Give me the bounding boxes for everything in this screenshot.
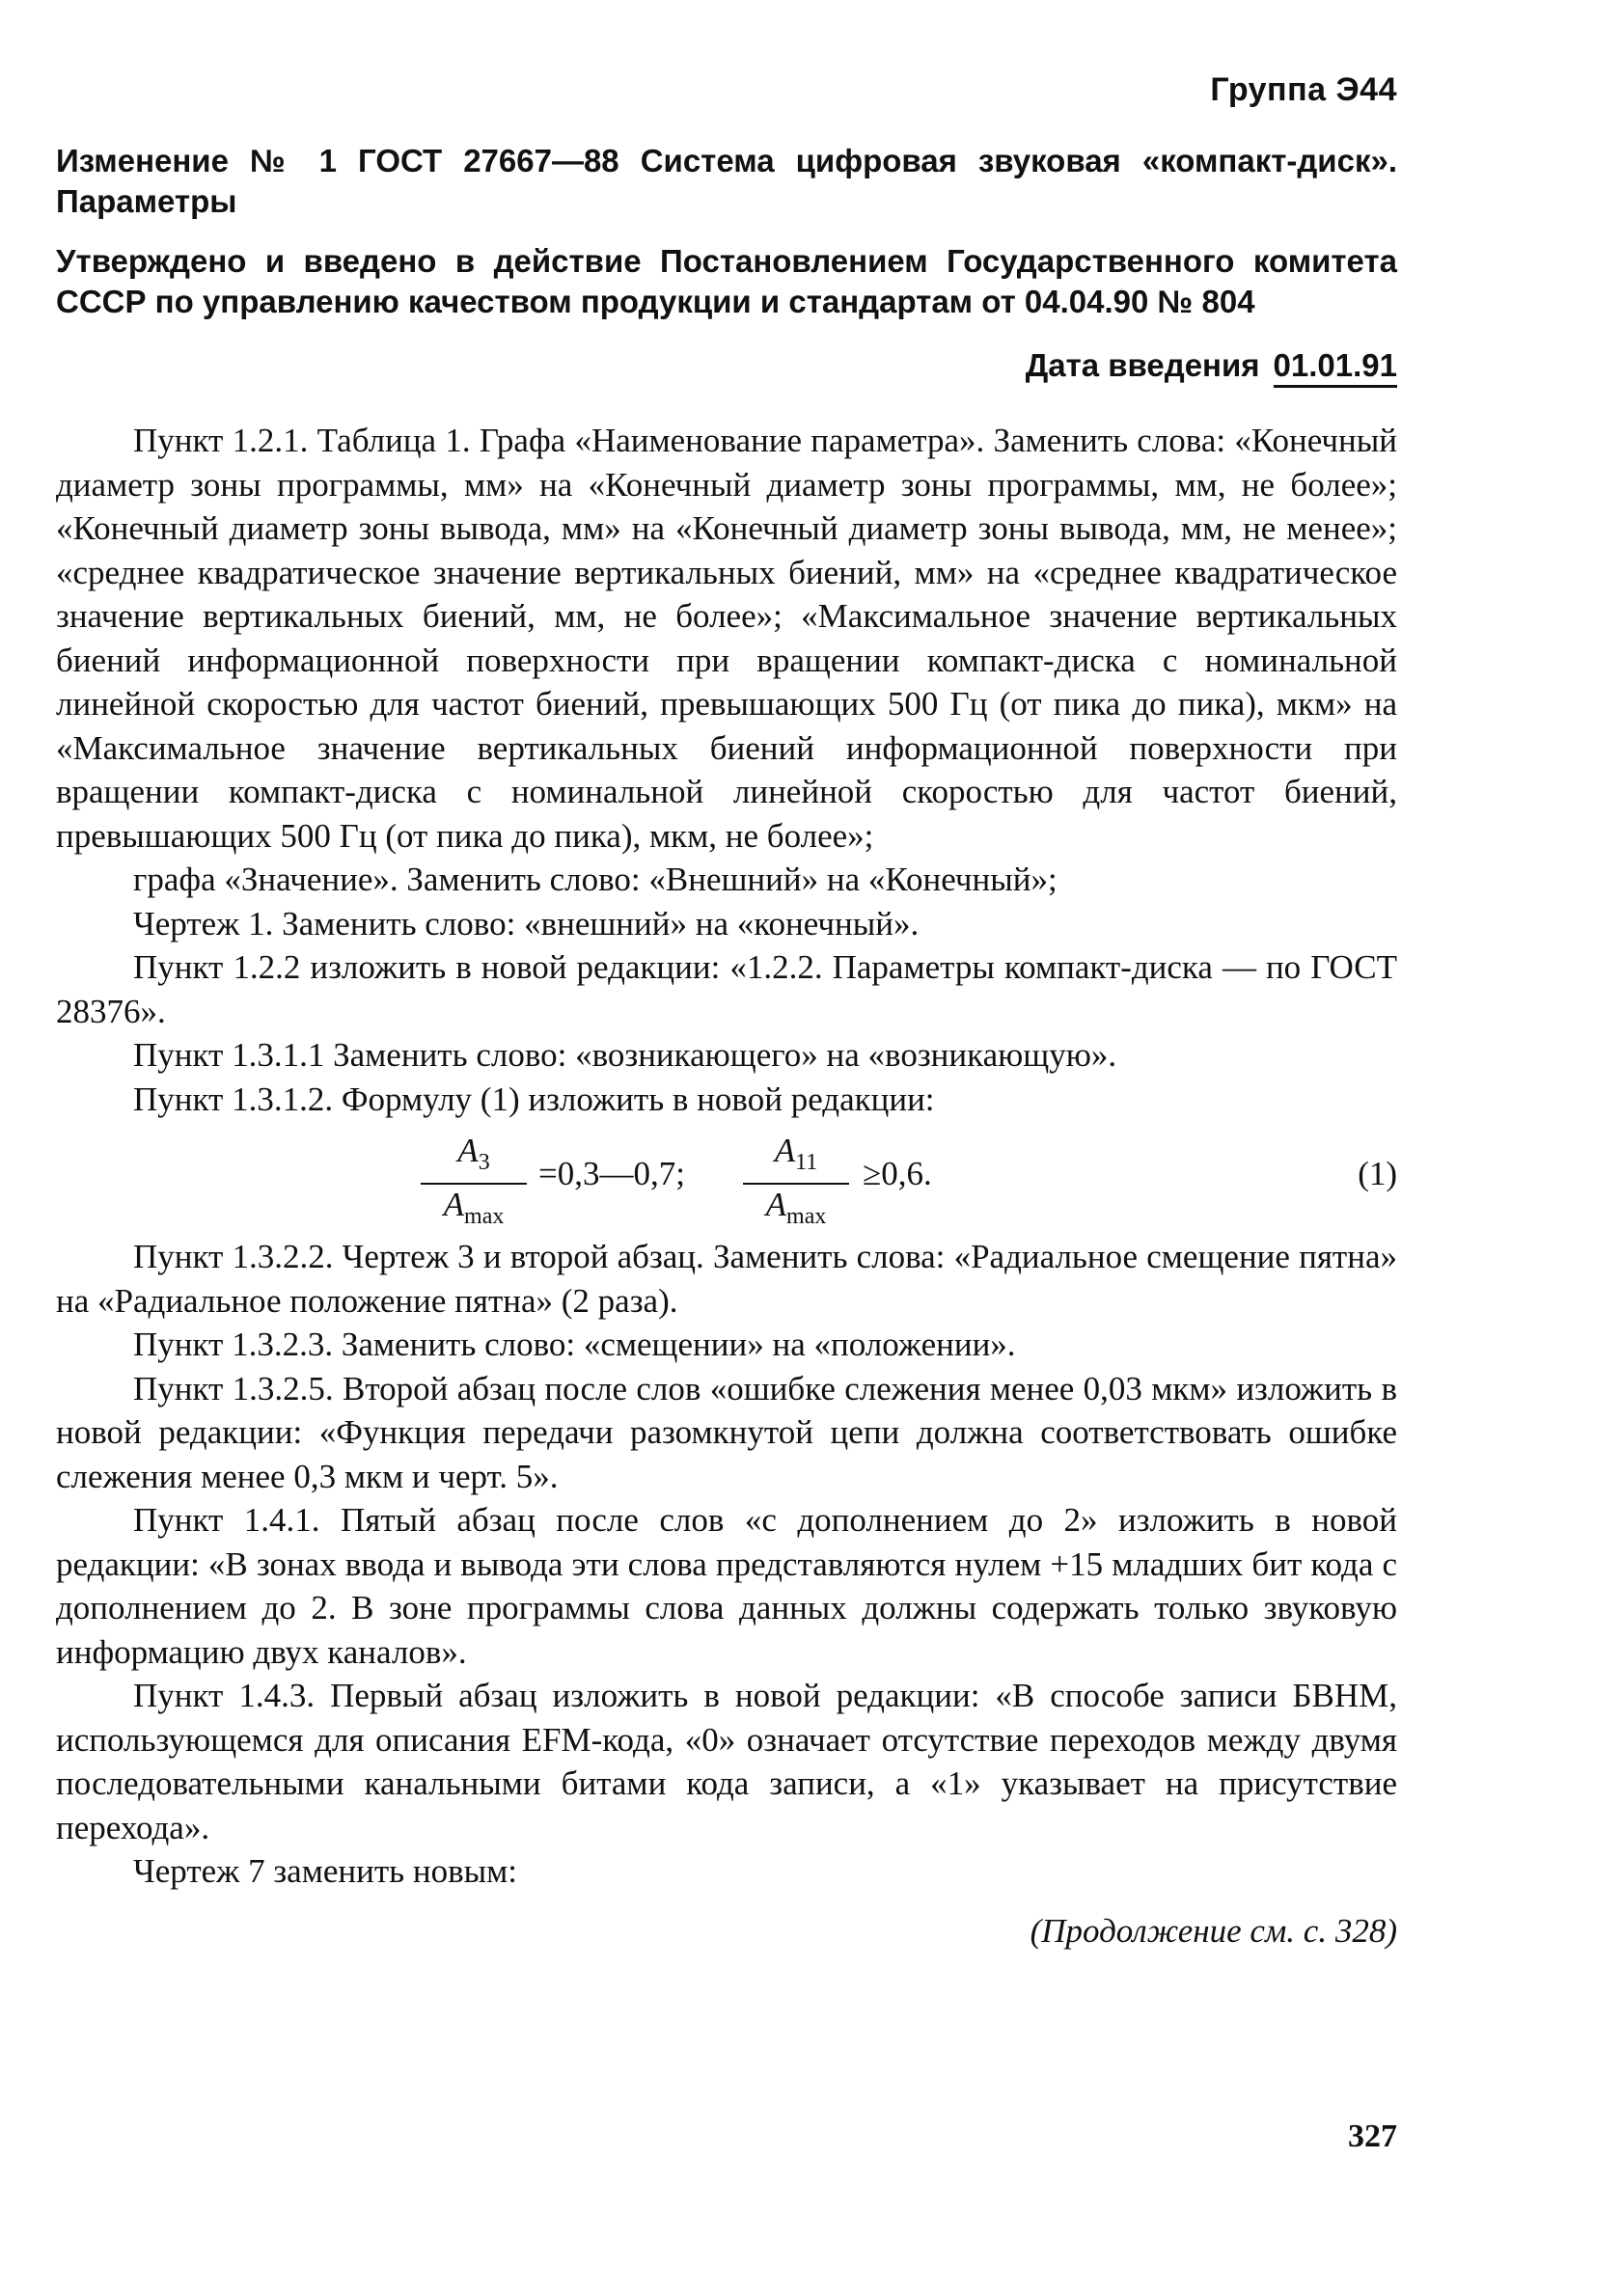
page-number: 327 xyxy=(1348,2118,1397,2154)
document-body xyxy=(56,419,1397,1894)
paragraph: Пункт 1.4.3. Первый абзац изложить в новой редакции: «В способе записи БВНМ, использующемся для описания EFM-кода, «0» означает отсутствие переходов между двумя последовательными канальными битами кода записи, а «1» указывает на присутствие перехода». xyxy=(56,1677,1397,1846)
paragraph: Пункт 1.2.1. Таблица 1. Графа «Наименование параметра». Заменить слова: «Конечный диаметр зоны программы, мм» на «Конечный диаметр зоны программы, мм, не более»; «Конечный диаметр зоны вывода, мм» на «Конечный диаметр зоны вывода, мм, не менее»; «среднее квадратическое значение вертикальных биений, мм» на «среднее квадратическое значение вертикальных биений, мм, не более»; «Максимальное значение вертикальных биений информационной поверхности при вращении компакт-диска с номинальной линейной скоростью для частот биений, превышающих 500 Гц (от пика до пика), мкм» на «Максимальное значение вертикальных биений информационной поверхности при вращении компакт-диска с номинальной линейной скоростью для частот биений, превышающих 500 Гц (от пика до пика), мкм, не более»; xyxy=(56,422,1397,855)
paragraph: Пункт 1.3.2.3. Заменить слово: «смещении» на «положении». xyxy=(133,1326,1016,1363)
effective-date xyxy=(1026,347,1397,384)
paragraph: Пункт 1.2.2 изложить в новой редакции: «1.2.2. Параметры компакт-диска — по ГОСТ 28376». xyxy=(56,948,1397,1030)
paragraph: Чертеж 7 заменить новым: xyxy=(133,1852,517,1890)
paragraph: Пункт 1.3.2.2. Чертеж 3 и второй абзац. Заменить слова: «Радиальное смещение пятна» на «Радиальное положение пятна» (2 раза). xyxy=(56,1238,1397,1320)
continuation-note: (Продолжение см. с. 328) xyxy=(1030,1912,1397,1950)
approval-statement: Утверждено и введено в действие Постановлением Государственного комитета СССР по управлению качеством продукции и стандартам от 04.04.90 № 804 xyxy=(56,243,1397,319)
paragraph: Пункт 1.3.1.1 Заменить слово: «возникающего» на «возникающую». xyxy=(133,1036,1117,1074)
paragraph: графа «Значение». Заменить слово: «Внешний» на «Конечный»; xyxy=(133,861,1058,898)
formula-threshold: ≥0,6. xyxy=(863,1155,932,1192)
formula-1 xyxy=(56,1131,1397,1227)
paragraph: Пункт 1.3.1.2. Формулу (1) изложить в новой редакции: xyxy=(133,1080,935,1118)
fraction-a3-amax: $A_3$ $A_{max}$ xyxy=(421,1131,527,1237)
paragraph: Пункт 1.4.1. Пятый абзац после слов «с дополнением до 2» изложить в новой редакции: «В зонах ввода и вывода эти слова представляются нулем +15 младших бит кода с дополнением до 2. В зоне программы слова данных должны содержать только звуковую информацию двух каналов». xyxy=(56,1501,1397,1671)
formula-number: (1) xyxy=(1358,1155,1397,1192)
paragraph: Чертеж 1. Заменить слово: «внешний» на «конечный». xyxy=(133,904,920,943)
document-page xyxy=(56,0,1397,2296)
effective-date-label: Дата введения xyxy=(1025,347,1260,383)
formula-range: =0,3—0,7; xyxy=(538,1155,685,1192)
effective-date-value: 01.01.91 xyxy=(1274,347,1397,388)
group-code: Группа Э44 xyxy=(1210,71,1397,108)
paragraph: Пункт 1.3.2.5. Второй абзац после слов «ошибке слежения менее 0,03 мкм» изложить в новой редакции: «Функция передачи разомкнутой цепи должна соответствовать ошибке слежения менее 0,3 мкм и черт. 5». xyxy=(56,1369,1397,1495)
fraction-a11-amax: $A_{11}$ $A_{max}$ xyxy=(743,1131,849,1237)
document-title: Изменение № 1 ГОСТ 27667—88 Система цифровая звуковая «компакт-диск». Параметры xyxy=(56,143,1397,219)
